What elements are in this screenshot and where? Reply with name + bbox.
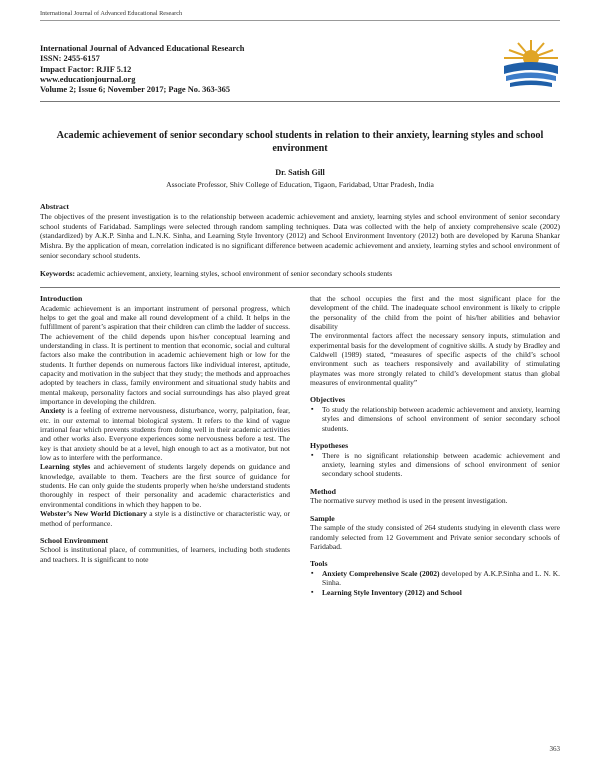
learning-styles-paragraph xyxy=(40,462,290,509)
anxiety-text: is a feeling of extreme nervousness, disturbance, worry, palpitation, fear, etc. in our external to internal biological system. It refers to the kind of vague irrational fear which prevents students from doing well in their academic activities and other works also. Everyone experiences some nervousness before a test. The key is that anxiety should be at a level, high enough to act as a motivator, but not low as to interfere with the performance. xyxy=(40,406,290,463)
journal-name: International Journal of Advanced Educational Research xyxy=(40,44,245,53)
header-rule xyxy=(40,20,560,21)
tool-name: Learning Style Inventory (2012) and School xyxy=(322,587,462,597)
author-affiliation: Associate Professor, Shiv College of Education, Tigaon, Faridabad, Uttar Pradesh, India xyxy=(166,180,434,189)
abstract-heading: Abstract xyxy=(40,202,70,211)
school-environment-text: School is institutional place, of communities, of learners, including both students and teachers. It is significant to note xyxy=(40,545,290,564)
anxiety-paragraph xyxy=(40,406,290,462)
tools-heading: Tools xyxy=(310,559,328,569)
list-item xyxy=(310,569,560,588)
environmental-factors-paragraph: The environmental factors affect the necessary sensory inputs, stimulation and experimental basis for the development of cognitive skills. A study by Bradley and Caldwell (1989) stated, “measures of specific aspects of the child’s school environment such as teachers responsively and availability of stimulating playmates was more strongly related to child’s development status than global measures of environmental quality” xyxy=(310,331,560,388)
keywords-text: academic achievement, anxiety, learning styles, school environment of senior secondary schools students xyxy=(76,269,393,278)
paper-author: Dr. Satish Gill xyxy=(275,168,325,177)
introduction-paragraph: Academic achievement is an important instrument of personal progress, which helps to get the goal and make all round development of a child. It helps in the fulfillment of parent’s aspiration that their children can climb the ladder of success. The achievement of the child depends upon his/her conceptual learning and understanding in class. It is pertinent to mention that economic, social and cultural factors also make the contribution in academic achievement high or low for the students. It further depends on numerous factors like individual interest, aptitude, capacity and motivation in the subject that they study; the methods and approaches adopted by teachers in class, family environment and situational study habits and mental makeup, personality factors and social surroundings has also played great importance in developing the children. xyxy=(40,303,290,407)
tool-name: Anxiety Comprehensive Scale (2002) xyxy=(322,568,440,578)
list-item: ▪ There is no significant relationship between academic achievement and anxiety, learning styles and dimensions of school environment of senior secondary school students. xyxy=(310,451,560,479)
sample-text: The sample of the study consisted of 264 students studying in eleventh class were randomly selected from 12 Government and Private senior secondary schools of Faridabad. xyxy=(310,523,560,551)
running-header: International Journal of Advanced Educational Research xyxy=(40,10,183,17)
journal-meta xyxy=(40,44,244,95)
left-column xyxy=(40,294,290,564)
learning-styles-term: Learning styles xyxy=(40,462,91,472)
abstract-rule xyxy=(40,287,560,288)
keywords-section xyxy=(40,269,560,279)
anxiety-term: Anxiety xyxy=(40,406,65,416)
method-heading: Method xyxy=(310,486,336,496)
sample-heading: Sample xyxy=(310,513,335,523)
journal-impact: Impact Factor: RJIF 5.12 xyxy=(40,64,132,74)
journal-volume: Volume 2; Issue 6; November 2017; Page No. 363-365 xyxy=(40,85,231,95)
objectives-heading: Objectives xyxy=(310,395,346,405)
abstract-text: The objectives of the present investigation is to the relationship between academic achievement and anxiety, learning styles and school environment of senior secondary school students of Faridabad. Samplings were selected through random sampling techniques. Data was collected with the help of anxiety comprehensive scale (2002) (standardized) by A.K.P. Sinha and L.N.K. Sinha, and Learning Style Inventory (2012) and School Environment Inventory (2012) both are developed by Karuna Shankar Mishra. By the application of mean, correlation indicated is no significant difference between academic achievement and anxiety, learning styles and school environment of senior secondary school students. xyxy=(40,211,560,260)
hypotheses-list xyxy=(310,451,560,479)
journal-logo-icon xyxy=(498,36,564,92)
journal-issn: ISSN: 2455-6157 xyxy=(40,54,100,64)
school-environment-heading: School Environment xyxy=(40,535,109,545)
masthead-rule xyxy=(40,101,560,102)
hypotheses-heading: Hypotheses xyxy=(310,441,349,451)
webster-paragraph xyxy=(40,509,290,528)
objectives-list xyxy=(310,405,560,433)
paper-title: Academic achievement of senior secondary school students in relation to their anxiety, learning styles and school environment xyxy=(56,130,544,154)
journal-website[interactable]: www.educationjournal.org xyxy=(40,74,136,84)
tools-list xyxy=(310,569,560,597)
webster-term: Webster’s New World Dictionary xyxy=(40,509,148,519)
list-item: ▪ To study the relationship between academic achievement and anxiety, learning styles and dimensions of school environment of senior secondary school students. xyxy=(310,405,560,433)
continuation-paragraph: that the school occupies the first and the most significant place for the development of the child. The inadequate school environment is likely to cripple the personality of the child from the point of his/her abilities and behavior disability xyxy=(310,294,560,332)
list-item xyxy=(310,588,560,597)
tool-description: developed by A.K.P.Sinha and L. N. K. Sinha. xyxy=(322,568,561,588)
right-column xyxy=(310,294,560,597)
webster-text: a style is a distinctive or characteristic way, or method of performance. xyxy=(40,509,291,528)
learning-styles-text: and achievement of students largely depends on guidance and knowledge, available to them. Teachers are the first source of guidance for students. He can only guide the students properly when he/she understand students thoroughly in respect of their personality and academic characteristics and environmental conditions in which they happen to be. xyxy=(40,462,290,509)
keywords-label: Keywords: xyxy=(40,269,75,278)
introduction-heading: Introduction xyxy=(40,294,83,303)
method-text: The normative survey method is used in the present investigation. xyxy=(310,496,508,506)
abstract-section xyxy=(40,202,560,261)
page-number: 363 xyxy=(549,745,560,753)
